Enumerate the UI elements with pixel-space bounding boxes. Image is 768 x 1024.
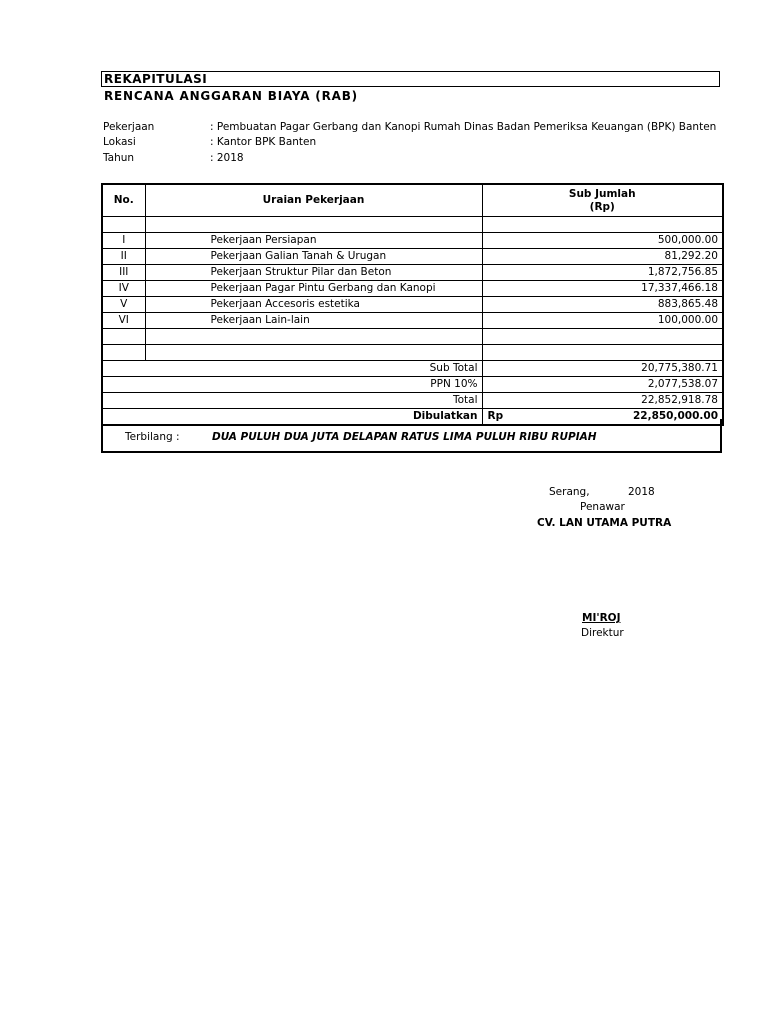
grand-amount: 22,850,000.00 (632, 410, 718, 422)
summary-amount: 2,077,538.07 (482, 377, 723, 393)
document-subtitle: RENCANA ANGGARAN BIAYA (RAB) (104, 89, 358, 103)
row-desc: Pekerjaan Accesoris estetika (145, 297, 482, 313)
info-label-lokasi: Lokasi (103, 136, 136, 148)
row-amount: 81,292.20 (482, 249, 723, 265)
row-no: VI (102, 313, 145, 329)
summary-row-ppn (102, 377, 723, 393)
header-sub-jumlah (482, 184, 723, 217)
row-amount: 100,000.00 (482, 313, 723, 329)
row-amount: 17,337,466.18 (482, 281, 723, 297)
header-sub-line2: (Rp) (589, 200, 615, 213)
table-row-empty (102, 329, 723, 345)
row-amount: 883,865.48 (482, 297, 723, 313)
summary-label: Sub Total (102, 361, 482, 377)
table-header-row (102, 184, 723, 217)
info-value-tahun: : 2018 (210, 152, 244, 164)
info-label-pekerjaan: Pekerjaan (103, 121, 155, 133)
table-row (102, 233, 723, 249)
signature-name: MI'ROJ (582, 612, 621, 624)
summary-label: PPN 10% (102, 377, 482, 393)
signature-position: Direktur (581, 627, 624, 639)
summary-label: Total (102, 393, 482, 409)
summary-row-total (102, 393, 723, 409)
grand-currency: Rp (487, 410, 504, 422)
row-no: III (102, 265, 145, 281)
row-no: I (102, 233, 145, 249)
signature-year: 2018 (628, 486, 655, 498)
summary-amount: 20,775,380.71 (482, 361, 723, 377)
rab-table (101, 183, 724, 426)
terbilang-label: Terbilang : (125, 431, 180, 443)
header-uraian: Uraian Pekerjaan (145, 184, 482, 217)
summary-row-subtotal (102, 361, 723, 377)
signature-role: Penawar (580, 501, 625, 513)
table-row (102, 281, 723, 297)
terbilang-text: DUA PULUH DUA JUTA DELAPAN RATUS LIMA PULUH RIBU RUPIAH (212, 431, 597, 443)
info-value-lokasi: : Kantor BPK Banten (210, 136, 317, 148)
row-desc: Pekerjaan Persiapan (145, 233, 482, 249)
table-row (102, 297, 723, 313)
row-desc: Pekerjaan Lain-lain (145, 313, 482, 329)
row-no: V (102, 297, 145, 313)
signature-place: Serang, (549, 486, 590, 498)
table-row (102, 265, 723, 281)
table-row-empty (102, 345, 723, 361)
table-row (102, 313, 723, 329)
row-no: IV (102, 281, 145, 297)
info-value-pekerjaan: : Pembuatan Pagar Gerbang dan Kanopi Rumah Dinas Badan Pemeriksa Keuangan (BPK) Banten (210, 121, 717, 133)
row-desc: Pekerjaan Struktur Pilar dan Beton (145, 265, 482, 281)
header-sub-line1: Sub Jumlah (568, 187, 636, 200)
row-amount: 1,872,756.85 (482, 265, 723, 281)
document-title: REKAPITULASI (104, 72, 208, 86)
row-no: II (102, 249, 145, 265)
row-desc: Pekerjaan Pagar Pintu Gerbang dan Kanopi (145, 281, 482, 297)
row-desc: Pekerjaan Galian Tanah & Urugan (145, 249, 482, 265)
table-row-empty (102, 217, 723, 233)
info-label-tahun: Tahun (103, 152, 135, 164)
table-row (102, 249, 723, 265)
signature-company: CV. LAN UTAMA PUTRA (537, 517, 672, 529)
row-amount: 500,000.00 (482, 233, 723, 249)
summary-amount: 22,852,918.78 (482, 393, 723, 409)
grand-label: Dibulatkan (102, 409, 482, 426)
header-no: No. (102, 184, 145, 217)
